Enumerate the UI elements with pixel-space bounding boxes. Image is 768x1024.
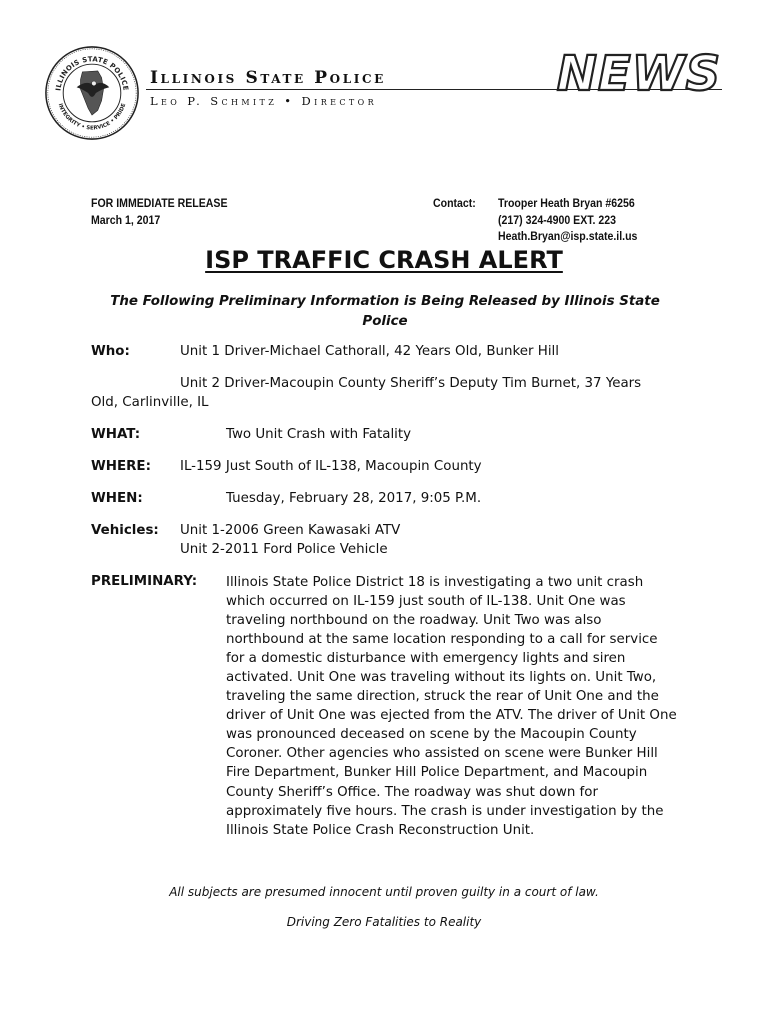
slogan: Driving Zero Fatalities to Reality	[286, 915, 482, 929]
svg-text:NEWS: NEWS	[556, 46, 722, 98]
contact-phone: (217) 324-4900 EXT. 223	[498, 212, 617, 227]
svg-text:ILLINOIS STATE POLICE: ILLINOIS STATE POLICE	[54, 55, 130, 92]
contact-name: Trooper Heath Bryan #6256	[498, 196, 635, 210]
page-title: ISP TRAFFIC CRASH ALERT	[205, 246, 563, 274]
who-unit2-line2: Old, Carlinville, IL	[91, 395, 209, 410]
who-unit1: Unit 1 Driver-Michael Cathorall, 42 Years Old, Bunker Hill	[180, 344, 559, 359]
release-block	[91, 195, 228, 228]
when-label: WHEN:	[91, 491, 143, 506]
isp-seal-logo	[44, 45, 140, 141]
disclaimer: All subjects are presumed innocent until proven guilty in a court of law.	[169, 885, 599, 899]
what-label: WHAT:	[91, 427, 141, 442]
vehicles-unit1: Unit 1-2006 Green Kawasaki ATV	[180, 523, 401, 538]
page-subtitle: The Following Preliminary Information is Being Released by Illinois State Police	[110, 294, 660, 329]
who-label: Who:	[91, 344, 130, 359]
director-line: Leo P. Schmitz • Director	[150, 94, 378, 108]
preliminary-label: PRELIMINARY:	[91, 574, 198, 589]
when-value: Tuesday, February 28, 2017, 9:05 P.M.	[226, 491, 482, 506]
vehicles-label: Vehicles:	[91, 523, 159, 538]
agency-name: Illinois State Police	[150, 68, 386, 88]
release-label: FOR IMMEDIATE RELEASE	[91, 196, 228, 210]
who-unit2-line1: Unit 2 Driver-Macoupin County Sheriff’s Deputy Tim Burnet, 37 Years	[180, 376, 642, 391]
release-date: March 1, 2017	[91, 212, 161, 227]
contact-label: Contact:	[433, 196, 476, 210]
where-value: IL-159 Just South of IL-138, Macoupin County	[180, 459, 482, 474]
contact-email[interactable]: Heath.Bryan@isp.state.il.us	[498, 229, 638, 243]
where-label: WHERE:	[91, 459, 151, 474]
contact-block	[498, 195, 637, 245]
what-value: Two Unit Crash with Fatality	[226, 427, 412, 442]
preliminary-text: Illinois State Police District 18 is investigating a two unit crash which occurred on IL-159 just south of IL-138. Unit One was traveling northbound on the roadway. Unit Two was also northbound at the same location responding to a call for service for a domestic disturbance with emergency lights and siren activated. Unit One was traveling without its lights on. Unit Two, traveling the same direction, struck the rear of Unit One and the driver of Unit One was ejected from the ATV. The driver of Unit One was pronounced deceased on scene by the Macoupin County Coroner. Other agencies who assisted on scene were Bunker Hill Fire Department, Bunker Hill Police Department, and Macoupin County Sheriff’s Office. The roadway was shut down for approximately five hours. The crash is under investigation by the Illinois State Police Crash Reconstruction Unit.	[226, 575, 677, 838]
news-wordmark	[548, 46, 730, 98]
svg-text:INTEGRITY • SERVICE • PRIDE: INTEGRITY • SERVICE • PRIDE	[56, 102, 128, 132]
vehicles-unit2: Unit 2-2011 Ford Police Vehicle	[180, 542, 388, 557]
